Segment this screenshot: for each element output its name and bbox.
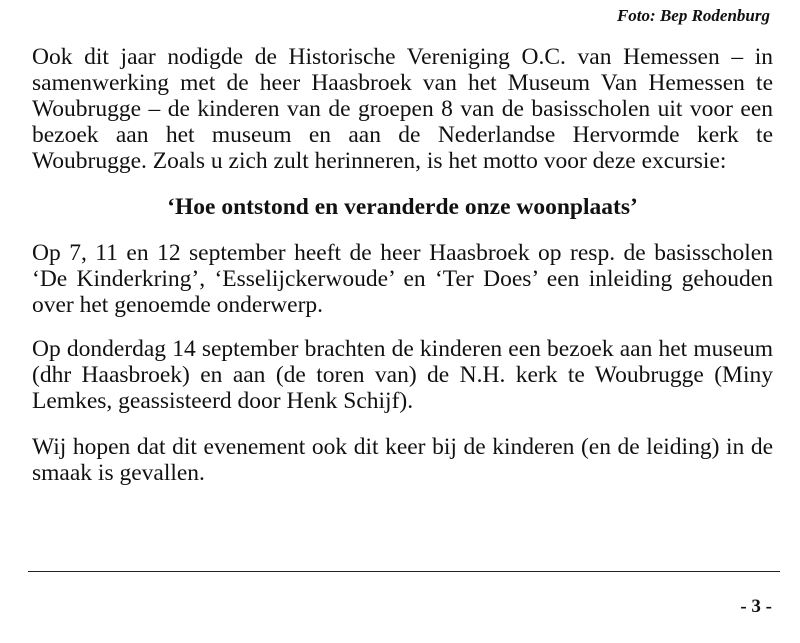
page-number: - 3 - bbox=[740, 596, 772, 617]
footer-divider bbox=[28, 571, 780, 572]
photo-credit: Foto: Bep Rodenburg bbox=[616, 6, 770, 25]
visit-paragraph: Op donderdag 14 september brachten de kinderen een bezoek aan het museum (dhr Haasbroek) en aan (de toren van) de N.H. kerk te Woubrugge (Miny Lemkes, geassisteerd door Henk Schijf). bbox=[32, 336, 773, 414]
motto-heading: ‘Hoe ontstond en veranderde onze woonplaats’ bbox=[167, 194, 638, 220]
closing-paragraph: Wij hopen dat dit evenement ook dit keer bij de kinderen (en de leiding) in de smaak is gevallen. bbox=[32, 434, 773, 486]
intro-paragraph: Ook dit jaar nodigde de Historische Vereniging O.C. van Hemessen – in samenwerking met de heer Haasbroek van het Museum Van Hemessen te Woubrugge – de kinderen van de groepen 8 van de basisscholen uit voor een bezoek aan het museum en aan de Nederlandse Hervormde kerk te Woubrugge. Zoals u zich zult herinneren, is het motto voor deze excursie: bbox=[32, 44, 773, 174]
schools-paragraph: Op 7, 11 en 12 september heeft de heer Haasbroek op resp. de basisscholen ‘De Kinderkring’, ‘Esselijckerwoude’ en ‘Ter Does’ een inleiding gehouden over het genoemde onderwerp. bbox=[32, 240, 773, 318]
article-body bbox=[32, 44, 773, 486]
